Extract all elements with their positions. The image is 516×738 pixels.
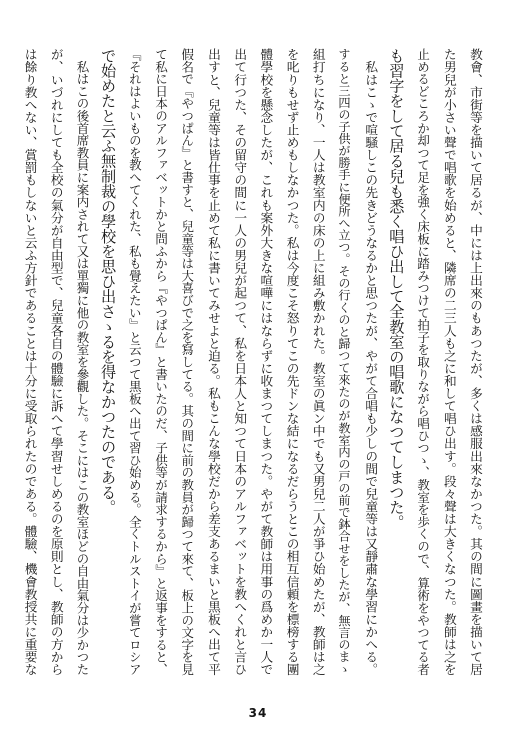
text-column: 出すと、兒童等は皆仕事を止めて私に書いてみせよと迫る。私もこんな學校だから差支あるまいと黒板へ出て平: [205, 48, 221, 676]
text-column: て私に日本のアルファベットかと問ふから『やつぱん』と書いたのだ、子供等が請求するから』と返事をすると、: [153, 48, 169, 676]
page-number: 34: [248, 706, 268, 720]
text-column: 組打ちになり、一人は教室内の床の上に組み敷かれた。教室の眞ン中でも又男兒二人が爭ひ始めたが、教師は之: [310, 48, 326, 676]
text-column: で始めたと云ふ無制裁の學校を思ひ出さゝるを得なかつたのである。: [99, 48, 118, 515]
text-column: が、いづれにしても全校の氣分が自由型で、兒童各自の體驗に訴へて學習せしめるのを原則とし、教師の方から: [48, 48, 64, 676]
text-column: た男兒が小さい聲で唱歌を始めると、隣席の二三人も之に和して唱ひ出す。段々聲は大きくなつた。教師は之を: [441, 48, 457, 676]
text-column: は餘り教へない、賞罰もしないと云ふ方針であることは十分に受取られたのである。體驗、機會教授共に重要な: [22, 48, 38, 676]
text-column: を叱りもせず止めもしなかつた。私は今度こそ怒りてこの先ドンな結になるだらうとこの相互信頼を標榜する團: [284, 48, 300, 676]
text-column: 『それはよいものを教へてくれた、私も覺えたい』と云つて黒板へ出て習ひ始める。全くトルストイが嘗てロシア: [127, 48, 143, 676]
text-column: 體學校を懸念したが、これも案外大きな喧嘩にはならずに收まつてしまつた。やがて教師は用事の爲めか一人で: [258, 48, 274, 676]
text-column: も習字をして居る兒も悉く唱ひ出して全教室の唱歌になつてしまつた。: [387, 48, 406, 530]
text-column: 假名で『やつぱん』と書すと、兒童等は大喜びで之を寫してる。其の間に前の教員が歸つて來て、板上の文字を見: [179, 48, 195, 676]
text-column: 教會、市街等を描いて居るが、中には上出來のもあつたが、多くは感服出來なかつた。其の間に圖畫を描いて居: [468, 48, 483, 676]
body-text: [22, 48, 488, 684]
text-column: 私はこゝで喧騒しこの先きどうなるかと思つたが、やがて合唱も少しの間で兒童等は又靜肅な學習にかへる。: [363, 48, 379, 676]
text-column: 止めるどころか却つて足を強く床板に踏みつけて拍子を取りながら唱ひつゝ、教室を歩くので、算術をやつてる者: [415, 48, 431, 676]
text-column: 私はこの後首席教員に案内されて又は單獨に他の教室を參觀した。そこにはこの教室ほどの自由氣分は少かつた: [74, 48, 90, 676]
text-column: すると三四の子供が勝手に便所へ立つ。その行くのと歸つて來たのが教室内の戸の前で鉢合せをしたが、無言のまゝ: [336, 48, 351, 675]
text-column: 出て行つた、その留守の間に一人の男兒が起つて、私を日本人と知つて日本のアルファベットを教へくれと言ひ: [232, 48, 248, 676]
